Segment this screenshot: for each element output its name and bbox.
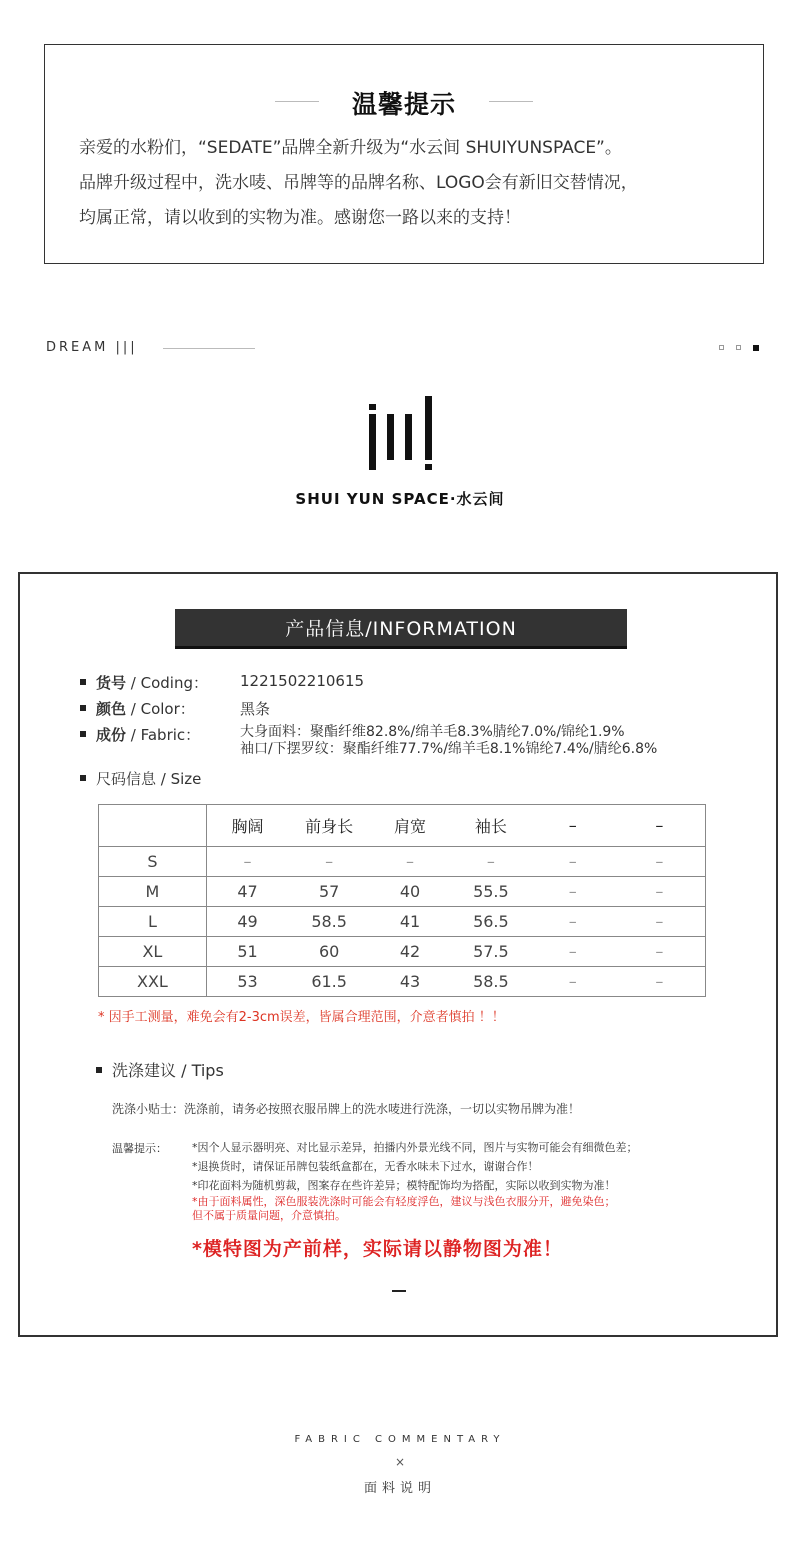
tips-title <box>96 1058 224 1081</box>
warm-tip-item: *因个人显示器明亮、对比显示差异，拍播内外景光线不同，图片与实物可能会有细微色差； <box>192 1141 638 1154</box>
notice-body <box>79 131 759 236</box>
table-cell: 49 <box>206 907 288 937</box>
coding-value: 1221502210615 <box>240 672 365 690</box>
page-dot-active <box>753 345 759 351</box>
coding-row <box>80 672 365 693</box>
table-header-cell: 袖长 <box>450 805 532 847</box>
table-row <box>99 907 706 937</box>
page-dot <box>736 345 741 350</box>
warm-tip-item-red: 但不属于质量问题，介意慎拍。 <box>192 1209 346 1222</box>
table-cell: 55.5 <box>450 877 532 907</box>
table-cell: 57.5 <box>450 937 532 967</box>
table-cell: 42 <box>370 937 450 967</box>
size-row <box>80 768 201 789</box>
table-header-cell: 前身长 <box>288 805 370 847</box>
divider <box>392 1290 406 1292</box>
table-row <box>99 937 706 967</box>
table-cell: – <box>532 847 614 877</box>
bullet-icon <box>80 705 86 711</box>
table-header-cell: 肩宽 <box>370 805 450 847</box>
notice-line-2: 品牌升级过程中，洗水唛、吊牌等的品牌名称、LOGO会有新旧交替情况， <box>79 173 638 193</box>
fabric-label-en: / Fabric： <box>126 726 201 744</box>
color-label-en: / Color： <box>126 700 195 718</box>
table-cell: 41 <box>370 907 450 937</box>
table-cell: – <box>532 907 614 937</box>
divider <box>163 348 255 349</box>
table-cell: 40 <box>370 877 450 907</box>
table-cell: – <box>614 937 706 967</box>
bullet-icon <box>96 1067 102 1073</box>
size-table <box>98 804 706 997</box>
bullet-icon <box>80 775 86 781</box>
info-banner <box>175 609 627 649</box>
info-banner-label: 产品信息/INFORMATION <box>285 618 517 640</box>
fabric-main: 大身面料：聚酯纤维82.8%/绵羊毛8.3%腈纶7.0%/锦纶1.9% <box>240 724 625 740</box>
table-cell: 51 <box>206 937 288 967</box>
table-cell: 57 <box>288 877 370 907</box>
table-cell: – <box>206 847 288 877</box>
fabric-row <box>80 724 658 757</box>
brand-logo-text: SHUI YUN SPACE·水云间 <box>295 490 505 508</box>
table-cell: 61.5 <box>288 967 370 997</box>
table-header-cell: 胸阔 <box>206 805 288 847</box>
page-dot <box>719 345 724 350</box>
notice-line-3: 均属正常，请以收到的实物为准。感谢您一路以来的支持！ <box>79 208 521 228</box>
measurement-note: * 因手工测量，难免会有2-3cm误差，皆属合理范围，介意者慎拍 ！！ <box>98 1010 505 1025</box>
table-cell: – <box>450 847 532 877</box>
table-cell: XL <box>99 937 207 967</box>
divider <box>489 101 533 102</box>
table-cell: – <box>614 877 706 907</box>
table-cell: L <box>99 907 207 937</box>
warm-tip-item: *退换货时，请保证吊牌包装纸盒都在，无香水味未下过水，谢谢合作！ <box>192 1160 539 1173</box>
table-cell: – <box>532 967 614 997</box>
table-cell: 56.5 <box>450 907 532 937</box>
warm-tip-item: *印花面料为随机剪裁，图案存在些许差异；模特配饰均为搭配，实际以收到实物为准！ <box>192 1179 616 1192</box>
color-row <box>80 698 271 719</box>
notice-title: 温馨提示 <box>351 90 456 119</box>
table-cell: – <box>532 937 614 967</box>
bullet-icon <box>80 731 86 737</box>
wash-tip: 洗涤小贴士：洗涤前，请务必按照衣服吊牌上的洗水唛进行洗涤，一切以实物吊牌为准！ <box>112 1102 581 1116</box>
fabric-commentary-title: FABRIC COMMENTARY <box>294 1434 506 1445</box>
brand-logo-icon <box>366 390 436 472</box>
table-cell: – <box>614 907 706 937</box>
table-header-row <box>99 805 706 847</box>
table-cell: – <box>370 847 450 877</box>
fabric-label: 成份 <box>96 726 127 744</box>
table-cell: 58.5 <box>450 967 532 997</box>
table-cell: – <box>614 847 706 877</box>
coding-label: 货号 <box>96 674 127 692</box>
product-info-box <box>18 572 778 1337</box>
table-cell: – <box>532 877 614 907</box>
fabric-commentary-subtitle: 面料说明 <box>363 1481 436 1496</box>
fabric-rib: 袖口/下摆罗纹：聚酯纤维77.7%/绵羊毛8.1%锦纶7.4%/腈纶6.8% <box>240 741 658 757</box>
color-value: 黑条 <box>240 700 271 718</box>
table-cell: S <box>99 847 207 877</box>
warm-tip-label: 温馨提示： <box>112 1142 167 1155</box>
table-cell: 58.5 <box>288 907 370 937</box>
separator-x: × <box>394 1455 406 1469</box>
bullet-icon <box>80 679 86 685</box>
notice-title-row <box>45 85 763 117</box>
coding-label-en: / Coding： <box>126 674 208 692</box>
tips-label: 洗涤建议 / Tips <box>112 1061 224 1080</box>
table-row <box>99 847 706 877</box>
warm-tip-list <box>192 1138 638 1223</box>
size-label: 尺码信息 / Size <box>96 770 202 788</box>
table-cell: – <box>288 847 370 877</box>
color-label: 颜色 <box>96 700 127 718</box>
table-cell: 43 <box>370 967 450 997</box>
table-cell: 60 <box>288 937 370 967</box>
table-cell: M <box>99 877 207 907</box>
table-header-cell: – <box>614 805 706 847</box>
table-row <box>99 967 706 997</box>
table-cell: – <box>614 967 706 997</box>
fabric-value <box>240 724 657 758</box>
model-note: *模特图为产前样，实际请以静物图为准！ <box>192 1238 563 1260</box>
notice-box <box>44 44 764 264</box>
warm-tip-item-red: *由于面料属性，深色服装洗涤时可能会有轻度浮色，建议与浅色衣服分开，避免染色； <box>192 1195 616 1208</box>
table-cell: 53 <box>206 967 288 997</box>
dream-label: DREAM ||| <box>46 340 138 355</box>
table-header-cell: – <box>532 805 614 847</box>
table-cell: XXL <box>99 967 207 997</box>
table-header-cell <box>99 805 207 847</box>
notice-line-1: 亲爱的水粉们，“SEDATE”品牌全新升级为“水云间 SHUIYUNSPACE”。 <box>79 138 622 158</box>
table-row <box>99 877 706 907</box>
table-cell: 47 <box>206 877 288 907</box>
